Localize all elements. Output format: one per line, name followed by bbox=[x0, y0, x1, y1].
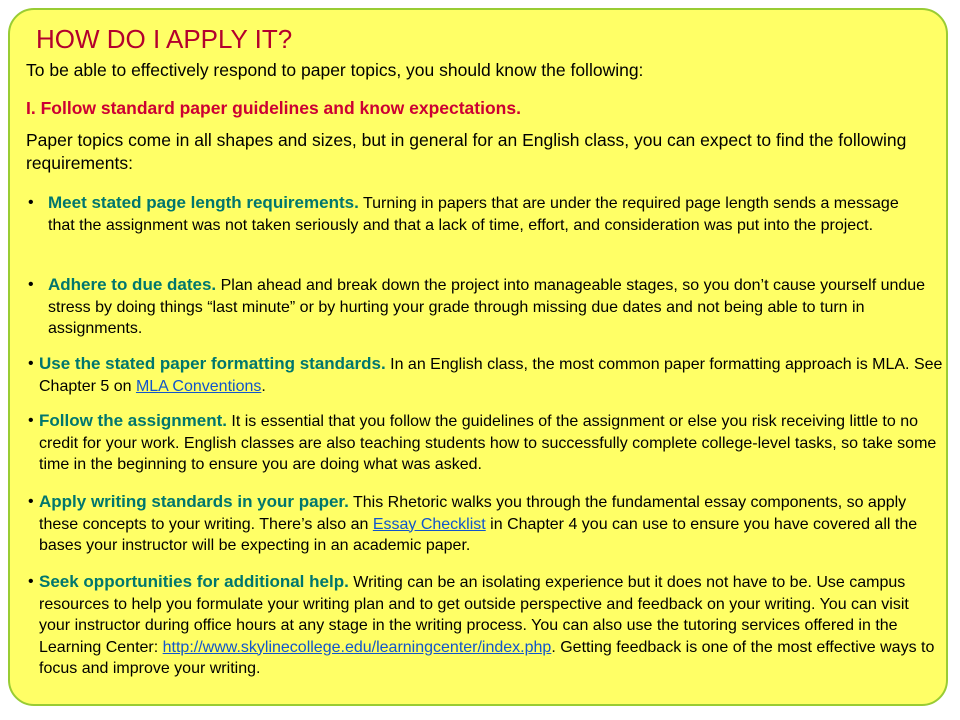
bullet-item-due-dates bbox=[28, 274, 933, 340]
bullet-text: Plan ahead and break down the project into manageable stages, so you don’t cause yourself undue stress by doing things “last minute” or by hurting your grade through missing due dates and not being able to turn in assignments. bbox=[48, 277, 926, 337]
requirements-paragraph: Paper topics come in all shapes and sizes, but in general for an English class, you can expect to find the following requirements: bbox=[26, 130, 907, 173]
bullet-item-formatting bbox=[28, 353, 943, 397]
bullet-text-after: . Getting feedback is one of the most effective ways to focus and improve your writing. bbox=[39, 638, 935, 677]
bullet-text-after: in Chapter 4 you can use to ensure you have covered all the bases your instructor will be expecting in an academic paper. bbox=[39, 515, 918, 554]
bullet-heading: Seek opportunities for additional help. bbox=[39, 572, 349, 591]
bullet-heading: Meet stated page length requirements. bbox=[48, 193, 359, 212]
section-heading: I. Follow standard paper guidelines and know expectations. bbox=[26, 98, 521, 118]
bullet-dot-icon: • bbox=[28, 412, 34, 429]
bullet-text: It is essential that you follow the guidelines of the assignment or else you risk receiving little to no credit for your work. English classes are also teaching students how to successfully complete college-level tasks, so take some time in the beginning to ensure you are doing what was asked. bbox=[39, 413, 937, 473]
bullet-heading: Apply writing standards in your paper. bbox=[39, 492, 349, 511]
bullet-item-page-length bbox=[28, 192, 918, 236]
bullet-text: In an English class, the most common paper formatting approach is MLA. See Chapter 5 on bbox=[39, 356, 943, 395]
slide-title: HOW DO I APPLY IT? bbox=[36, 24, 293, 54]
bullet-text: This Rhetoric walks you through the fundamental essay components, so apply these concepts to your writing. There’s also an bbox=[39, 494, 907, 533]
bullet-heading: Adhere to due dates. bbox=[48, 275, 217, 294]
bullet-text: Turning in papers that are under the required page length sends a message that the assignment was not taken seriously and that a lack of time, effort, and consideration was put into the project. bbox=[48, 195, 899, 234]
mla-conventions-link[interactable]: MLA Conventions bbox=[135, 377, 262, 395]
bullet-item-additional-help bbox=[28, 571, 940, 680]
slide-background bbox=[8, 8, 948, 706]
bullet-heading: Use the stated paper formatting standards. bbox=[39, 354, 386, 373]
bullet-dot-icon: • bbox=[28, 355, 34, 372]
intro-text: To be able to effectively respond to paper topics, you should know the following: bbox=[26, 60, 644, 80]
bullet-text-after: . bbox=[261, 377, 266, 395]
bullet-item-writing-standards bbox=[28, 491, 940, 557]
learning-center-link[interactable]: http://www.skylinecollege.edu/learningcenter/index.php bbox=[162, 638, 552, 656]
bullet-text: Writing can be an isolating experience but it does not have to be. Use campus resources to help you formulate your writing plan and to get outside perspective and feedback on your writing. You can visit your instructor during office hours at any stage in the writing process. You can also use the tutoring services offered in the Learning Center: bbox=[39, 574, 909, 656]
bullet-dot-icon: • bbox=[28, 573, 34, 590]
bullet-dot-icon: • bbox=[28, 493, 34, 510]
bullet-item-follow-assignment bbox=[28, 410, 948, 476]
bullet-dot-icon: • bbox=[28, 276, 34, 293]
bullet-dot-icon: • bbox=[28, 194, 34, 211]
essay-checklist-link[interactable]: Essay Checklist bbox=[372, 515, 486, 533]
bullet-heading: Follow the assignment. bbox=[39, 411, 227, 430]
